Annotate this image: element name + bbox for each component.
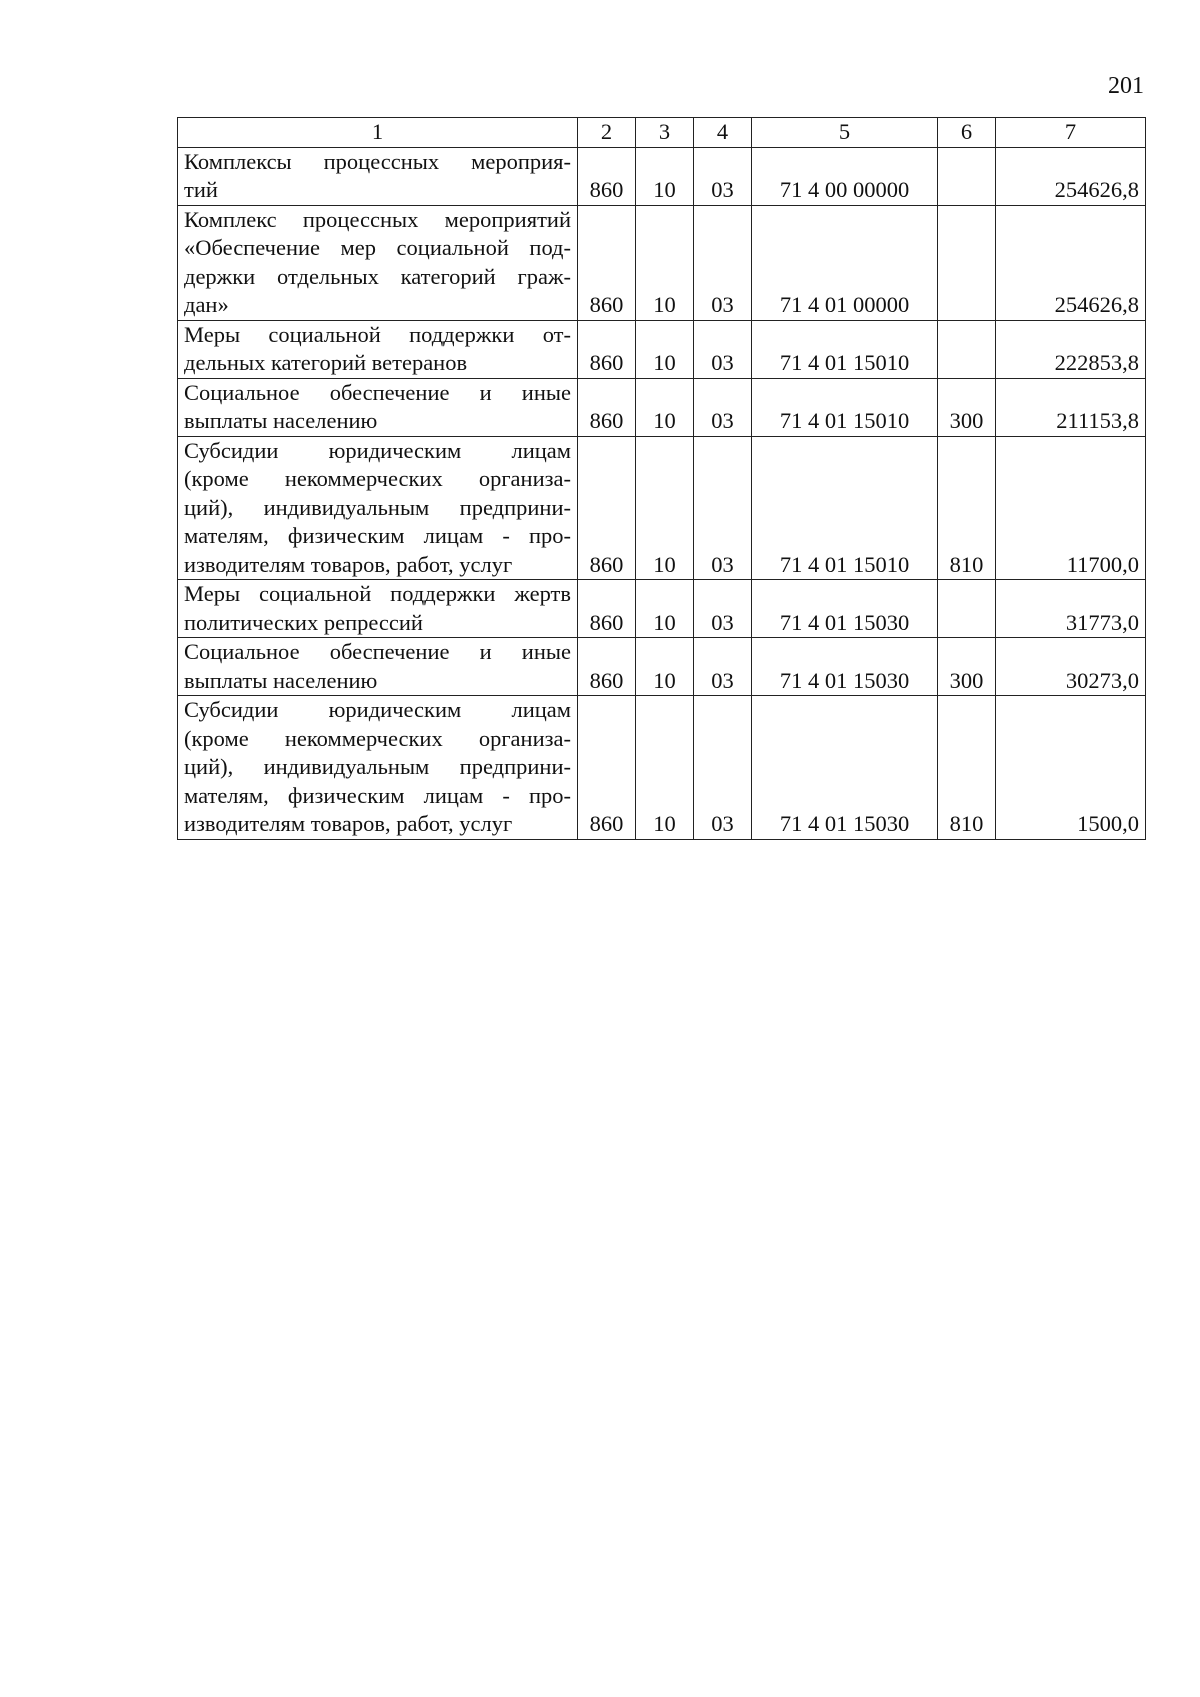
target-article-cell: 71 4 01 15030 bbox=[752, 580, 938, 638]
column-header: 4 bbox=[694, 118, 752, 148]
department-code-cell: 860 bbox=[578, 320, 636, 378]
section-code-cell: 10 bbox=[636, 696, 694, 840]
section-code-cell: 10 bbox=[636, 638, 694, 696]
table-row bbox=[178, 205, 1146, 320]
row-name-line: дельных категорий ветеранов bbox=[184, 350, 468, 375]
column-header: 5 bbox=[752, 118, 938, 148]
department-code-cell: 860 bbox=[578, 696, 636, 840]
column-header: 2 bbox=[578, 118, 636, 148]
department-code-cell: 860 bbox=[578, 378, 636, 436]
table-row bbox=[178, 320, 1146, 378]
target-article-cell: 71 4 01 15030 bbox=[752, 638, 938, 696]
row-name-line: Комплекс процессных мероприятий bbox=[184, 206, 571, 232]
expense-type-cell: 300 bbox=[938, 378, 996, 436]
row-name-line: изводителям товаров, работ, услуг bbox=[184, 551, 513, 577]
row-name-cell bbox=[178, 205, 578, 320]
section-code-cell: 10 bbox=[636, 147, 694, 205]
budget-table bbox=[177, 117, 1146, 840]
row-name-line: (кроме некоммерческих организа- bbox=[184, 725, 571, 751]
amount-cell: 254626,8 bbox=[996, 205, 1146, 320]
row-name-line: мателям, физическим лицам - про- bbox=[184, 782, 571, 808]
header-row bbox=[178, 118, 1146, 148]
expense-type-cell bbox=[938, 205, 996, 320]
row-name-line: мателям, физическим лицам - про- bbox=[184, 523, 571, 548]
row-name-line: выплаты населению bbox=[184, 667, 378, 693]
row-name-line: Субсидии юридическим лицам bbox=[184, 437, 571, 463]
target-article-cell: 71 4 01 15010 bbox=[752, 378, 938, 436]
section-code-cell: 10 bbox=[636, 580, 694, 638]
row-name-line: ций), индивидуальным предприни- bbox=[184, 754, 571, 779]
section-code-cell: 10 bbox=[636, 205, 694, 320]
amount-cell: 1500,0 bbox=[996, 696, 1146, 840]
row-name-line: Социальное обеспечение и иные bbox=[184, 379, 571, 405]
target-article-cell: 71 4 01 15030 bbox=[752, 696, 938, 840]
table-row bbox=[178, 147, 1146, 205]
subsection-code-cell: 03 bbox=[694, 378, 752, 436]
column-header: 7 bbox=[996, 118, 1146, 148]
department-code-cell: 860 bbox=[578, 205, 636, 320]
row-name-line: выплаты населению bbox=[184, 408, 378, 433]
subsection-code-cell: 03 bbox=[694, 205, 752, 320]
row-name-line: Социальное обеспечение и иные bbox=[184, 639, 571, 664]
row-name-line: Меры социальной поддержки жертв bbox=[184, 581, 571, 606]
amount-cell: 31773,0 bbox=[996, 580, 1146, 638]
amount-cell: 211153,8 bbox=[996, 378, 1146, 436]
table-row bbox=[178, 638, 1146, 696]
target-article-cell: 71 4 01 15010 bbox=[752, 436, 938, 580]
subsection-code-cell: 03 bbox=[694, 320, 752, 378]
column-header: 1 bbox=[178, 118, 578, 148]
row-name-line: тий bbox=[184, 177, 218, 202]
subsection-code-cell: 03 bbox=[694, 147, 752, 205]
page-number: 201 bbox=[1108, 73, 1144, 99]
section-code-cell: 10 bbox=[636, 320, 694, 378]
department-code-cell: 860 bbox=[578, 638, 636, 696]
row-name-line: дан» bbox=[184, 292, 229, 317]
column-header: 3 bbox=[636, 118, 694, 148]
row-name-line: «Обеспечение мер социальной под- bbox=[184, 235, 571, 260]
row-name-line: держки отдельных категорий граж- bbox=[184, 263, 571, 289]
subsection-code-cell: 03 bbox=[694, 580, 752, 638]
table-row bbox=[178, 580, 1146, 638]
amount-cell: 11700,0 bbox=[996, 436, 1146, 580]
row-name-cell bbox=[178, 580, 578, 638]
department-code-cell: 860 bbox=[578, 580, 636, 638]
expense-type-cell bbox=[938, 147, 996, 205]
amount-cell: 254626,8 bbox=[996, 147, 1146, 205]
target-article-cell: 71 4 01 15010 bbox=[752, 320, 938, 378]
row-name-line: Меры социальной поддержки от- bbox=[184, 321, 571, 347]
target-article-cell: 71 4 00 00000 bbox=[752, 147, 938, 205]
table-row bbox=[178, 436, 1146, 580]
row-name-line: (кроме некоммерческих организа- bbox=[184, 466, 571, 491]
row-name-cell bbox=[178, 320, 578, 378]
expense-type-cell: 810 bbox=[938, 436, 996, 580]
row-name-line: политических репрессий bbox=[184, 609, 423, 635]
target-article-cell: 71 4 01 00000 bbox=[752, 205, 938, 320]
amount-cell: 30273,0 bbox=[996, 638, 1146, 696]
table-row bbox=[178, 378, 1146, 436]
section-code-cell: 10 bbox=[636, 436, 694, 580]
section-code-cell: 10 bbox=[636, 378, 694, 436]
department-code-cell: 860 bbox=[578, 147, 636, 205]
table-row bbox=[178, 696, 1146, 840]
row-name-line: Комплексы процессных мероприя- bbox=[184, 148, 571, 174]
subsection-code-cell: 03 bbox=[694, 696, 752, 840]
amount-cell: 222853,8 bbox=[996, 320, 1146, 378]
row-name-cell bbox=[178, 378, 578, 436]
row-name-cell bbox=[178, 638, 578, 696]
column-header: 6 bbox=[938, 118, 996, 148]
row-name-cell bbox=[178, 696, 578, 840]
expense-type-cell bbox=[938, 580, 996, 638]
row-name-line: Субсидии юридическим лицам bbox=[184, 697, 571, 722]
subsection-code-cell: 03 bbox=[694, 638, 752, 696]
row-name-cell bbox=[178, 147, 578, 205]
row-name-cell bbox=[178, 436, 578, 580]
expense-type-cell: 300 bbox=[938, 638, 996, 696]
subsection-code-cell: 03 bbox=[694, 436, 752, 580]
department-code-cell: 860 bbox=[578, 436, 636, 580]
row-name-line: ций), индивидуальным предприни- bbox=[184, 494, 571, 520]
expense-type-cell: 810 bbox=[938, 696, 996, 840]
row-name-line: изводителям товаров, работ, услуг bbox=[184, 811, 513, 836]
expense-type-cell bbox=[938, 320, 996, 378]
